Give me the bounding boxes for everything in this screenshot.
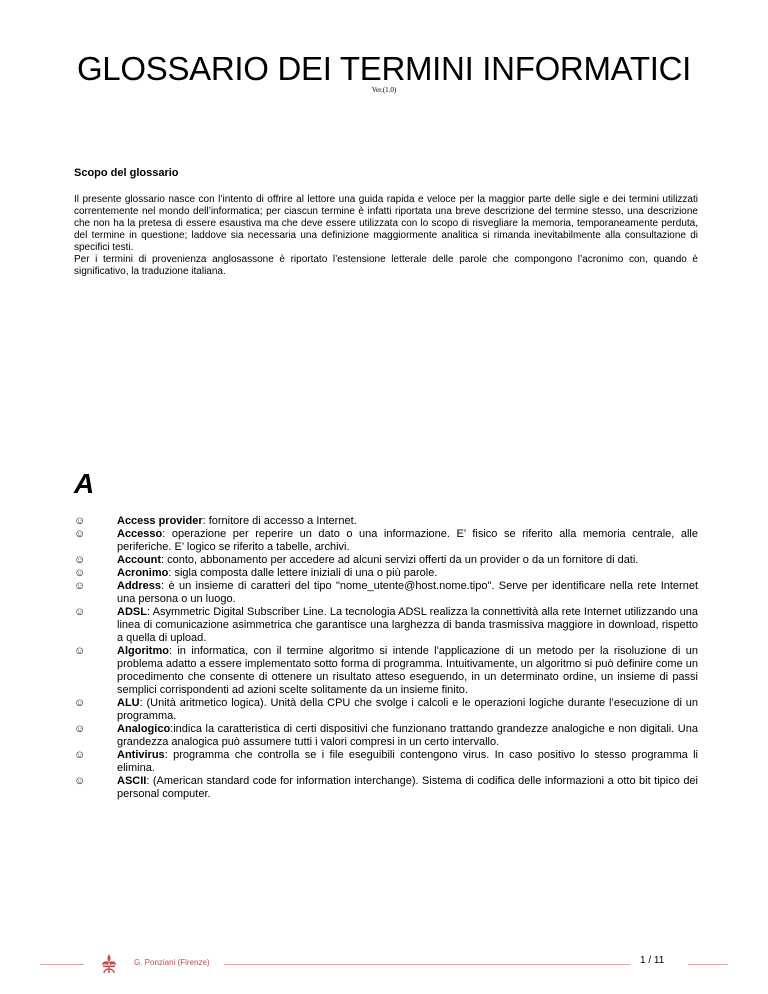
footer-rule-right [688, 964, 728, 965]
entry-definition: :indica la caratteristica di certi dispositivi che funzionano trattando grandezze analogiche e non digitali. Una grandezza analogica può assumere tutti i valori compresi in un certo intervallo. [117, 723, 698, 748]
footer-rule-left [40, 964, 84, 965]
entry-term: Access provider [117, 515, 203, 527]
version-label: Ver.(1.0) [371, 86, 397, 94]
smiley-icon: ☺ [74, 606, 86, 618]
entry-definition: : Asymmetric Digital Subscriber Line. La tecnologia ADSL realizza la connettività alla rete Internet utilizzando una linea di comunicazione asimmetrica che garantisce una larghezza di banda trasmissiva maggiore in download, rispetto a quella di upload. [117, 606, 698, 644]
entry-definition: : sigla composta dalle lettere iniziali di una o più parole. [168, 567, 438, 579]
glossary-entry [74, 645, 698, 697]
entry-term: Address [117, 580, 162, 592]
entry-definition: : (American standard code for information interchange). Sistema di codifica delle informazioni a otto bit tipico dei personal computer. [117, 775, 698, 800]
footer-author: G. Ponziani (Firenze) [134, 958, 210, 967]
glossary-entry [74, 515, 698, 528]
glossary-list [74, 515, 698, 801]
page-number: 1 / 11 [640, 955, 665, 966]
smiley-icon: ☺ [74, 697, 86, 709]
entry-definition: : è un insieme di caratteri del tipo "nome_utente@host.nome.tipo". Serve per identificare nella rete Internet una persona o un luogo. [117, 580, 698, 605]
glossary-entry [74, 567, 698, 580]
footer-rule-middle [224, 964, 630, 965]
glossary-entry [74, 775, 698, 801]
glossary-entry [74, 697, 698, 723]
document-title: GLOSSARIO DEI TERMINI INFORMATICI [76, 50, 692, 87]
smiley-icon: ☺ [74, 749, 86, 761]
smiley-icon: ☺ [74, 554, 86, 566]
glossary-entry [74, 606, 698, 645]
entry-term: Accesso [117, 528, 163, 540]
entry-term: Antivirus [117, 749, 165, 761]
entry-definition: : operazione per reperire un dato o una informazione. E’ fisico se riferito alla memoria centrale, alle periferiche. E’ logico se riferito a tabelle, archivi. [117, 528, 698, 553]
smiley-icon: ☺ [74, 515, 86, 527]
smiley-icon: ☺ [74, 723, 86, 735]
glossary-entry [74, 723, 698, 749]
entry-term: ASCII [117, 775, 147, 787]
smiley-icon: ☺ [74, 528, 86, 540]
entry-definition: : conto, abbonamento per accedere ad alcuni servizi offerti da un provider o da un fornitore di dati. [161, 554, 639, 566]
entry-term: ALU [117, 697, 140, 709]
smiley-icon: ☺ [74, 567, 86, 579]
intro-paragraph-2: Per i termini di provenienza anglosassone è riportato l’estensione letterale delle parole che compongono l’acronimo con, quando è significativo, la traduzione italiana. [74, 254, 698, 277]
glossary-entry [74, 528, 698, 554]
intro-text [74, 194, 698, 278]
smiley-icon: ☺ [74, 775, 86, 787]
entry-term: Algoritmo [117, 645, 169, 657]
entry-definition: : (Unità aritmetico logica). Unità della CPU che svolge i calcoli e le operazioni logiche durante l’esecuzione di un programma. [117, 697, 698, 722]
entry-term: Account [117, 554, 161, 566]
section-letter: A [74, 468, 95, 499]
glossary-entry [74, 580, 698, 606]
florence-lily-icon [100, 953, 118, 975]
entry-term: Analogico [117, 723, 171, 735]
entry-definition: : fornitore di accesso a Internet. [202, 515, 357, 527]
entry-definition: : in informatica, con il termine algoritmo si intende l'applicazione di un metodo per la risoluzione di un problema adatto a essere implementato sotto forma di programma. Intuitivamente, un algoritmo si può definire come un procedimento che consente di ottenere un risultato atteso eseguendo, in un determinato ordine, un insieme di passi semplici corrispondenti ad azioni scelte solitamente da un insieme finito. [117, 645, 698, 696]
glossary-entry [74, 554, 698, 567]
smiley-icon: ☺ [74, 580, 86, 592]
entry-term: ADSL [117, 606, 147, 618]
entry-definition: : programma che controlla se i file eseguibili contengono virus. In caso positivo lo stesso programma li elimina. [117, 749, 698, 774]
entry-term: Acronimo [117, 567, 169, 579]
intro-heading: Scopo del glossario [74, 167, 179, 179]
glossary-entry [74, 749, 698, 775]
smiley-icon: ☺ [74, 645, 86, 657]
intro-paragraph-1: Il presente glossario nasce con l’intento di offrire al lettore una guida rapida e veloce per la maggior parte delle sigle e dei termini utilizzati correntemente nel mondo dell’informatica; per ciascun termine è infatti riportata una breve descrizione del termine stesso, una descrizione che non ha la pretesa di essere esaustiva ma che deve essere utilizzata con lo scopo di risvegliare la memoria, temporaneamente perduta, del termine in questione; laddove sia necessaria una definizione maggiormente analitica si rimanda inevitabilmente alla consultazione di specifici testi. [74, 194, 698, 253]
